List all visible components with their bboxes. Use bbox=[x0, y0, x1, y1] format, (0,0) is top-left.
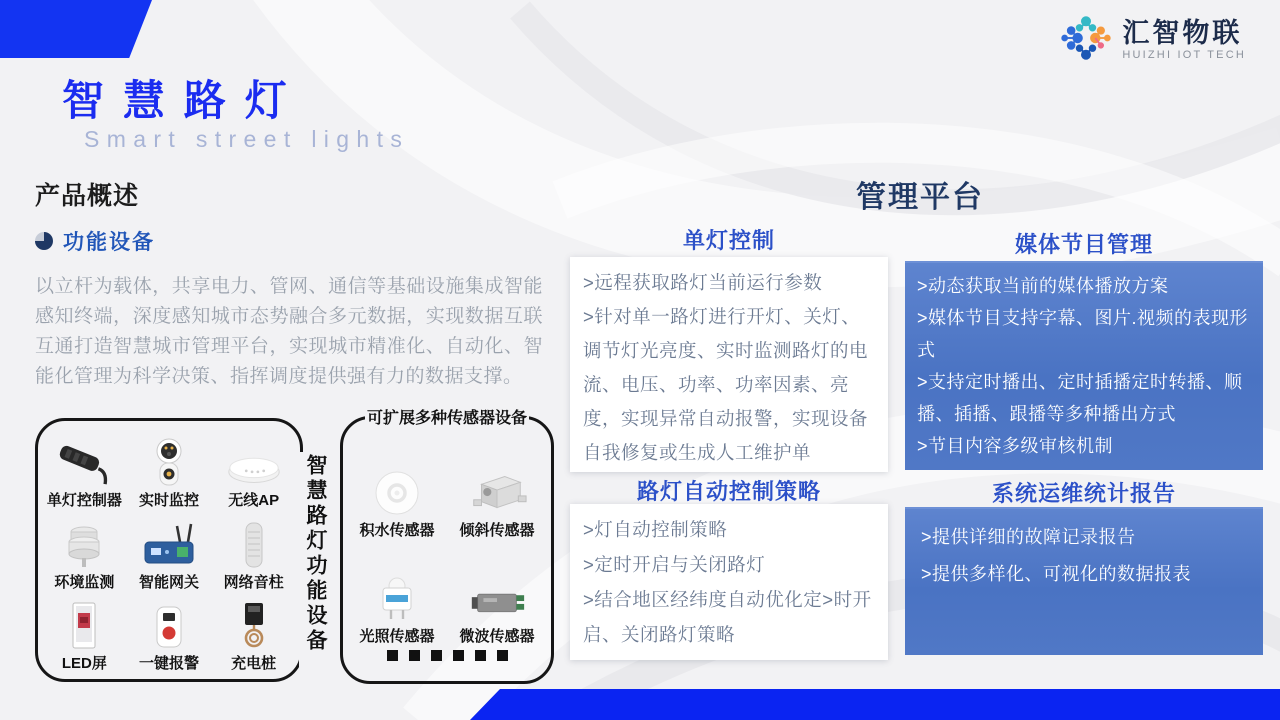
bottom-accent-band bbox=[470, 689, 1280, 720]
device-item: 实时监控 bbox=[127, 429, 212, 510]
microwave-sensor-icon bbox=[466, 574, 528, 624]
overview-heading: 产品概述 bbox=[35, 182, 140, 210]
panel-line: >动态获取当前的媒体播放方案 bbox=[917, 276, 1169, 296]
panel-ops-report bbox=[905, 507, 1263, 655]
light-sensor-icon bbox=[371, 574, 423, 624]
sensor-box-title: 可扩展多种传感器设备 bbox=[365, 405, 529, 428]
logo-tagline: HUIZHI IOT TECH bbox=[1122, 49, 1246, 62]
device-box bbox=[35, 418, 303, 682]
section-header-auto-control-strategy: 路灯自动控制策略 bbox=[636, 479, 821, 504]
cctv-camera-icon bbox=[145, 438, 193, 488]
section-header-single-light-control: 单灯控制 bbox=[682, 228, 775, 253]
network-speaker-icon bbox=[234, 520, 274, 570]
sensor-item: 积水传感器 bbox=[347, 433, 447, 540]
smart-gateway-icon bbox=[137, 520, 201, 570]
light-controller-icon bbox=[53, 438, 115, 488]
environment-monitor-icon bbox=[58, 520, 110, 570]
overview-subheading: 功能设备 bbox=[63, 231, 155, 254]
device-item: 环境监测 bbox=[42, 510, 127, 591]
section-header-ops-report: 系统运维统计报告 bbox=[991, 481, 1176, 506]
company-logo bbox=[1058, 12, 1246, 69]
panel-line: >提供多样化、可视化的数据报表 bbox=[921, 564, 1192, 584]
pie-chart-icon bbox=[35, 232, 53, 250]
logo-network-icon bbox=[1058, 12, 1114, 69]
panel-auto-control-strategy bbox=[570, 504, 888, 660]
tilt-sensor-icon bbox=[466, 468, 528, 518]
ellipsis-square bbox=[497, 650, 508, 661]
ellipsis-square bbox=[475, 650, 486, 661]
corner-accent-shape bbox=[0, 0, 152, 58]
panel-line: >远程获取路灯当前运行参数 bbox=[583, 272, 823, 293]
wireless-ap-icon bbox=[223, 438, 285, 488]
charging-pile-icon bbox=[232, 601, 276, 651]
led-screen-icon bbox=[62, 601, 106, 651]
ellipsis-square bbox=[453, 650, 464, 661]
panel-line: >提供详细的故障记录报告 bbox=[921, 527, 1136, 547]
panel-single-light-control bbox=[570, 257, 888, 472]
panel-media-program bbox=[905, 261, 1263, 470]
device-item: 智能网关 bbox=[127, 510, 212, 591]
water-sensor-icon bbox=[371, 468, 423, 518]
page-title: 智慧路灯 bbox=[62, 77, 306, 124]
ellipsis-squares bbox=[347, 650, 547, 661]
ellipsis-square bbox=[431, 650, 442, 661]
device-item: 单灯控制器 bbox=[42, 429, 127, 510]
ellipsis-square bbox=[387, 650, 398, 661]
panel-line: >定时开启与关闭路灯 bbox=[583, 554, 766, 575]
device-item: LED屏 bbox=[42, 592, 127, 673]
logo-company-name: 汇智物联 bbox=[1122, 18, 1243, 49]
panel-line: >结合地区经纬度自动优化定>时开启、关闭路灯策略 bbox=[583, 589, 872, 645]
sensor-grid bbox=[347, 433, 547, 646]
overview-subheading-row bbox=[35, 226, 155, 256]
panel-line: >针对单一路灯进行开灯、关灯、调节灯光亮度、实时监测路灯的电流、电压、功率、功率因素、亮度，实现异常自动报警，实现设备自我修复或生成人工维护单 bbox=[583, 306, 869, 463]
ellipsis-square bbox=[409, 650, 420, 661]
panel-line: >支持定时播出、定时插播定时转播、顺播、插播、跟播等多种播出方式 bbox=[917, 372, 1243, 424]
device-item: 无线AP bbox=[211, 429, 296, 510]
panel-line: >灯自动控制策略 bbox=[583, 519, 728, 540]
panel-line: >媒体节目支持字幕、图片.视频的表现形式 bbox=[917, 308, 1249, 360]
device-item: 一键报警 bbox=[127, 592, 212, 673]
sensor-item: 微波传感器 bbox=[447, 540, 547, 647]
platform-title: 管理平台 bbox=[856, 181, 984, 214]
device-item: 充电桩 bbox=[211, 592, 296, 673]
sensor-item: 光照传感器 bbox=[347, 540, 447, 647]
sensor-box bbox=[340, 410, 554, 684]
device-item: 网络音柱 bbox=[211, 510, 296, 591]
overview-paragraph: 以立杆为载体，共享电力、管网、通信等基础设施集成智能感知终端，深度感知城市态势融合多元数据，实现数据互联互通打造智慧城市管理平台，实现城市精准化、自动化、智能化管理为科学决策、指挥调度提供强有力的数据支撑。 bbox=[35, 276, 543, 387]
device-box-side-label: 智慧路灯功能设备 bbox=[299, 452, 331, 696]
page-subtitle: Smart street lights bbox=[84, 126, 410, 152]
sensor-item: 倾斜传感器 bbox=[447, 433, 547, 540]
section-header-media-program: 媒体节目管理 bbox=[1014, 232, 1153, 257]
one-key-alarm-icon bbox=[147, 601, 191, 651]
panel-line: >节目内容多级审核机制 bbox=[917, 436, 1114, 456]
